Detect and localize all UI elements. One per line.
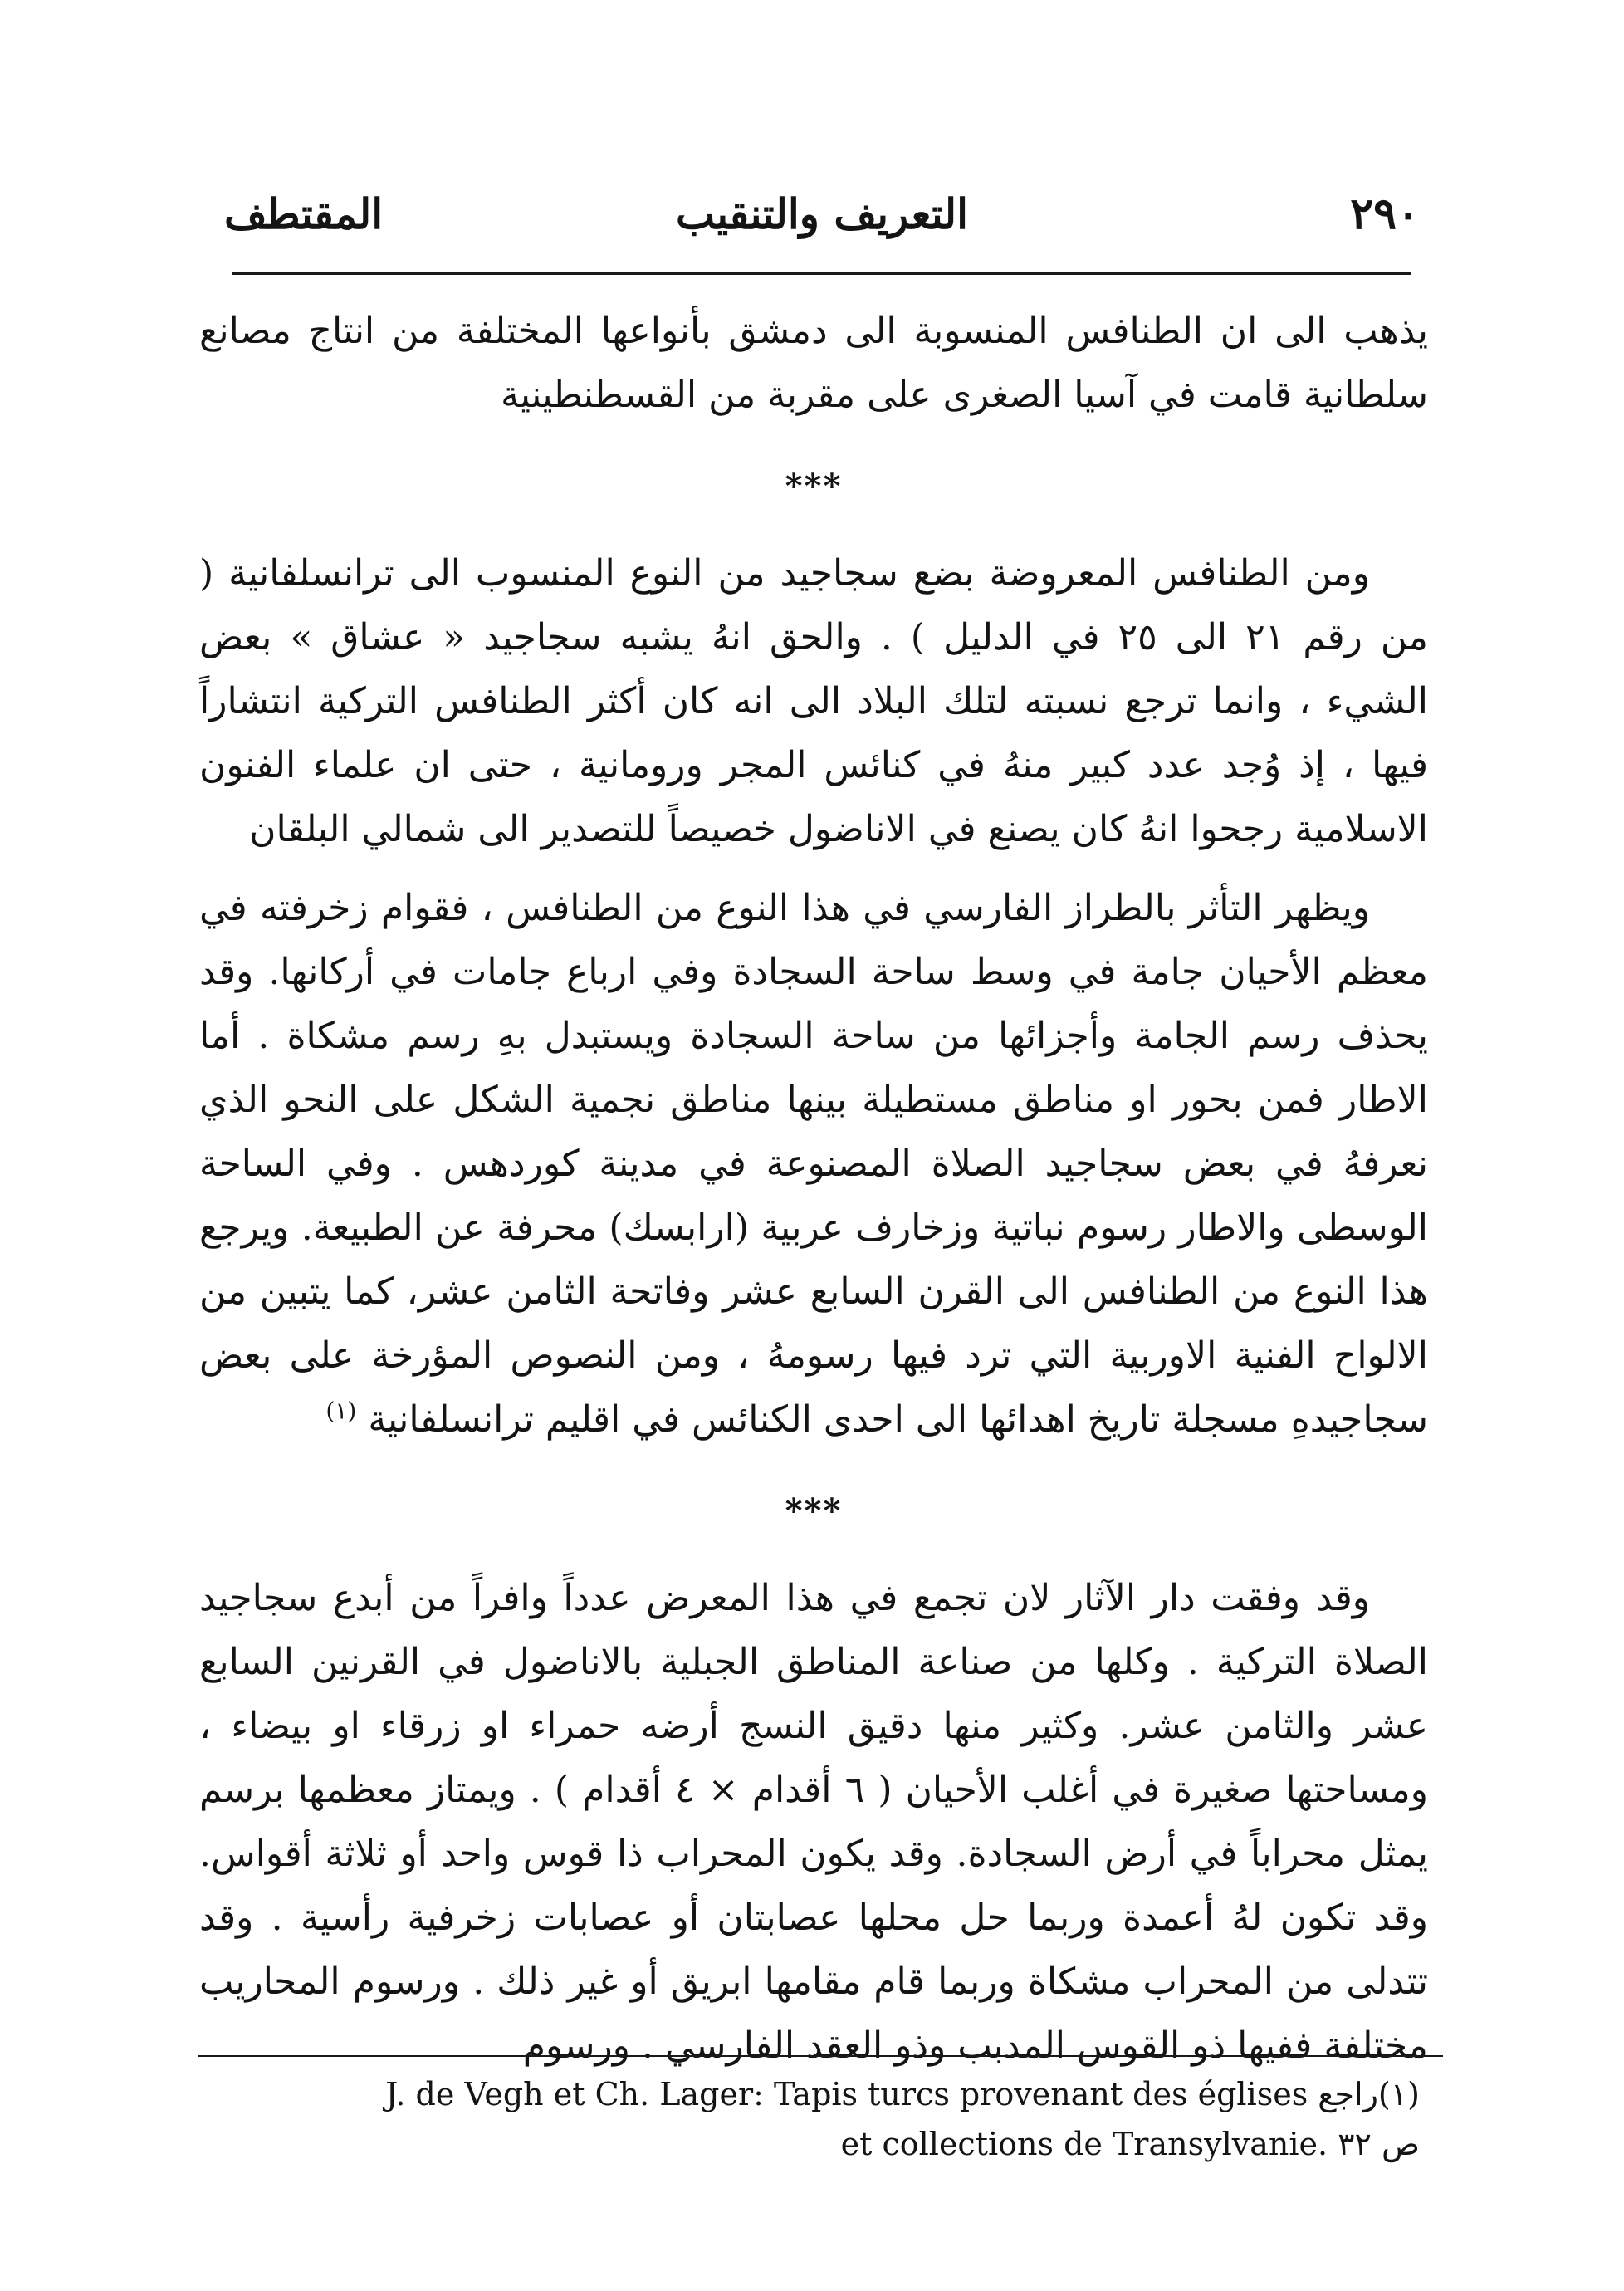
article-body bbox=[199, 299, 1428, 2078]
footnote-prefix: راجع bbox=[1318, 2076, 1378, 2112]
footnote-citation-cont: et collections de Transylvanie. bbox=[840, 2126, 1328, 2162]
section-title: التعريف والتنقيب bbox=[676, 189, 968, 238]
paragraph: ومن الطنافس المعروضة بضع سجاجيد من النوع المنسوب الى ترانسلفانية ( من رقم ٢١ الى ٢٥ في الدليل ) . والحق انهُ يشبه سجاجيد « عشاق » بعض الشيء ، وانما ترجع نسبته لتلك البلاد الى انه كان أكثر الطنافس التركية انتشاراً فيها ، إذ وُجد عدد كبير منهُ في كنائس المجر ورومانية ، حتى ان علماء الفنون الاسلامية رجحوا انهُ كان يصنع في الاناضول خصيصاً للتصدير الى شمالي البلقان bbox=[199, 552, 1428, 850]
section-separator: *** bbox=[785, 1491, 843, 1530]
paragraph-text: ويظهر التأثر بالطراز الفارسي في هذا النوع من الطنافس ، فقوام زخرفته في معظم الأحيان جامة في وسط ساحة السجادة وفي ارباع جامات في أركانها. وقد يحذف رسم الجامة وأجزائها من ساحة السجادة ويستبدل بهِ رسم مشكاة . أما الاطار فمن بحور او مناطق مستطيلة بينها مناطق نجمية الشكل على النحو الذي نعرفهُ في بعض سجاجيد الصلاة المصنوعة في مدينة كوردهس . وفي الساحة الوسطى والاطار رسوم نباتية وزخارف عربية (ارابسك) محرفة عن الطبيعة. ويرجع هذا النوع من الطنافس الى القرن السابع عشر وفاتحة الثامن عشر، كما يتبين من الالواح الفنية الاوربية التي ترد فيها رسومهُ ، ومن النصوص المؤرخة على بعض سجاجيدهِ مسجلة تاريخ اهدائها الى احدى الكنائس في اقليم ترانسلفانية bbox=[199, 887, 1428, 1441]
header-rule bbox=[232, 272, 1411, 275]
footnote-marker: (١) bbox=[1377, 2076, 1420, 2112]
page-number: ٢٩٠ bbox=[1350, 188, 1420, 239]
footnote-line bbox=[199, 2069, 1420, 2119]
footnote bbox=[199, 2069, 1420, 2169]
footnote-page-ref: ص ٣٢ bbox=[1338, 2126, 1420, 2162]
paragraph: يذهب الى ان الطنافس المنسوبة الى دمشق بأنواعها المختلفة من انتاج مصانع سلطانية قامت في آسيا الصغرى على مقربة من القسطنطينية bbox=[199, 310, 1428, 416]
footnote-rule bbox=[198, 2055, 1443, 2057]
paragraph bbox=[199, 876, 1428, 1451]
footnote-reference: (١) bbox=[325, 1397, 357, 1425]
journal-title: المقتطف bbox=[224, 189, 384, 238]
section-separator: *** bbox=[785, 467, 843, 506]
paragraph: وقد وفقت دار الآثار لان تجمع في هذا المعرض عدداً وافراً من أبدع سجاجيد الصلاة التركية . وكلها من صناعة المناطق الجبلية بالاناضول في القرنين السابع عشر والثامن عشر. وكثير منها دقيق النسج أرضه حمراء او زرقاء او بيضاء ، ومساحتها صغيرة في أغلب الأحيان ( ٦ أقدام × ٤ أقدام ) . ويمتاز معظمها برسم يمثل محراباً في أرض السجادة. وقد يكون المحراب ذا قوس واحد أو ثلاثة أقواس. وقد تكون لهُ أعمدة وربما حل محلها عصابتان أو عصابات زخرفية رأسية . وقد تتدلى من المحراب مشكاة وربما قام مقامها ابريق أو غير ذلك . ورسوم المحاريب مختلفة ففيها ذو القوس المدبب وذو العقد الفارسي . ورسوم bbox=[199, 1577, 1428, 2067]
footnote-citation: J. de Vegh et Ch. Lager: Tapis turcs provenant des églises bbox=[385, 2076, 1308, 2112]
footnote-line bbox=[199, 2119, 1420, 2169]
page-header bbox=[224, 181, 1420, 247]
